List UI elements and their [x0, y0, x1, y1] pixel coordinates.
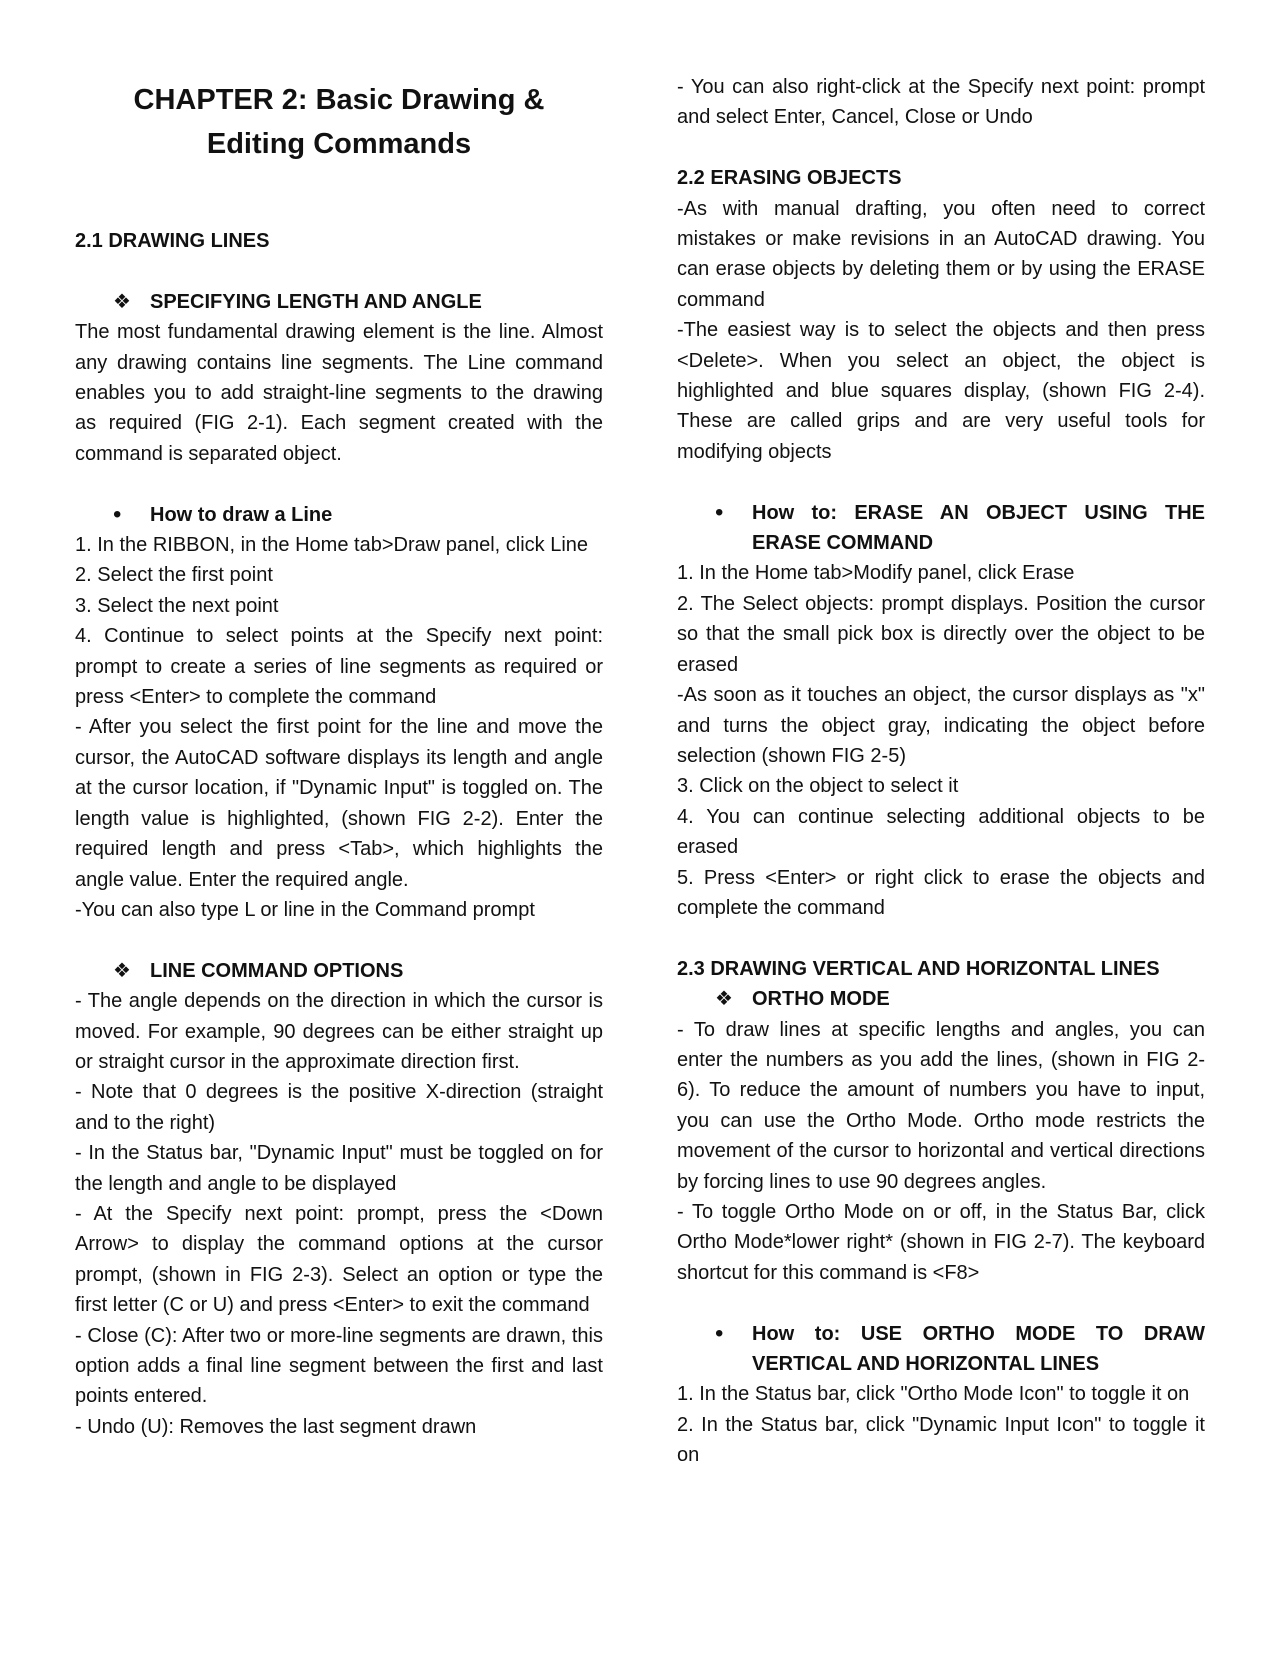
list-item: 4. You can continue selecting additional objects to be erased: [677, 805, 1205, 859]
right-column: [677, 72, 1205, 1471]
left-column: [75, 72, 603, 1442]
howto-draw-line-heading: • How to draw a Line: [75, 500, 603, 530]
howto-ortho-heading: • How to: USE ORTHO MODE TO DRAW VERTICAL AND HORIZONTAL LINES: [715, 1319, 1205, 1375]
list-item: -You can also type L or line in the Command prompt: [75, 898, 535, 921]
section-2-1-paragraph: The most fundamental drawing element is the line. Almost any drawing contains line segments. The Line command enables you to add straight-line segments to the drawing as required (FIG 2-1). Each segment created with the command is separated object.: [75, 321, 603, 465]
bullet-icon: •: [113, 500, 122, 528]
list-item: 2. The Select objects: prompt displays. Position the cursor so that the small pick box is directly over the object to be erased: [677, 592, 1205, 676]
section-2-1-heading: 2.1 DRAWING LINES: [75, 230, 270, 252]
list-item: 1. In the RIBBON, in the Home tab>Draw panel, click Line: [75, 534, 589, 557]
section-2-2-heading: 2.2 ERASING OBJECTS: [677, 167, 902, 190]
list-item: - Close (C): After two or more-line segments are drawn, this option adds a final line segment between the first and last points entered.: [75, 1324, 603, 1408]
list-item: - The angle depends on the direction in which the cursor is moved. For example, 90 degrees can be either straight up or straight cursor in the approximate direction first.: [75, 990, 603, 1073]
subheading-ortho-mode: ❖ ORTHO MODE: [677, 984, 1205, 1014]
subheading-line-options: ❖ LINE COMMAND OPTIONS: [75, 956, 603, 986]
continued-paragraph: - You can also right-click at the Specify next point: prompt and select Enter, Cancel, Close or Undo: [677, 76, 1205, 129]
list-item: 5. Press <Enter> or right click to erase the objects and complete the command: [677, 866, 1205, 919]
subheading-length-angle: ❖ SPECIFYING LENGTH AND ANGLE: [75, 287, 603, 317]
section-2-3-paragraph: - To draw lines at specific lengths and angles, you can enter the numbers as you add the lines, (shown in FIG 2-6). To reduce the amount of numbers you have to input, you can use the Ortho Mode. Ortho mode restricts the movement of the cursor to horizontal and vertical directions by forcing lines to use 90 degrees angles.: [677, 1018, 1205, 1193]
chapter-title: CHAPTER 2: Basic Drawing & Editing Commands: [133, 84, 545, 160]
list-item: 1. In the Status bar, click "Ortho Mode Icon" to toggle it on: [677, 1383, 1190, 1406]
list-item: 3. Select the next point: [75, 594, 279, 617]
diamond-bullet-icon: ❖: [113, 959, 131, 982]
list-item: 2. In the Status bar, click "Dynamic Input Icon" to toggle it on: [677, 1413, 1205, 1467]
list-item: - Undo (U): Removes the last segment drawn: [75, 1415, 477, 1438]
list-item: 2. Select the first point: [75, 564, 273, 587]
list-item: 1. In the Home tab>Modify panel, click Erase: [677, 562, 1075, 585]
list-item: 3. Click on the object to select it: [677, 775, 959, 798]
list-item: -As soon as it touches an object, the cursor displays as "x" and turns the object gray, indicating the object before selection (shown FIG 2-5): [677, 684, 1205, 767]
list-item: - At the Specify next point: prompt, press the <Down Arrow> to display the command options at the cursor prompt, (shown in FIG 2-3). Select an option or type the first letter (C or U) and press <Enter> to exit the command: [75, 1202, 603, 1317]
bullet-icon: •: [715, 498, 724, 526]
list-item: - In the Status bar, "Dynamic Input" must be toggled on for the length and angle to be displayed: [75, 1142, 603, 1195]
section-2-3-heading: 2.3 DRAWING VERTICAL AND HORIZONTAL LINES: [677, 957, 1160, 980]
list-item: - After you select the first point for the line and move the cursor, the AutoCAD software displays its length and angle at the cursor location, if "Dynamic Input" is toggled on. The length value is highlighted, (shown FIG 2-2). Enter the required length and press <Tab>, which highlights the angle value. Enter the required angle.: [75, 716, 603, 891]
list-item: - Note that 0 degrees is the positive X-direction (straight and to the right): [75, 1081, 603, 1134]
diamond-bullet-icon: ❖: [715, 988, 733, 1011]
bullet-icon: •: [715, 1319, 724, 1347]
diamond-bullet-icon: ❖: [113, 290, 131, 313]
section-2-2-paragraph: -The easiest way is to select the objects and then press <Delete>. When you select an object, the object is highlighted and blue squares display, (shown FIG 2-4). These are called grips and are very useful tools for modifying objects: [677, 319, 1205, 463]
list-item: 4. Continue to select points at the Specify next point: prompt to create a series of line segments as required or press <Enter> to complete the command: [75, 625, 603, 709]
howto-erase-heading: • How to: ERASE AN OBJECT USING THE ERASE COMMAND: [715, 498, 1205, 555]
section-2-3-paragraph: - To toggle Ortho Mode on or off, in the Status Bar, click Ortho Mode*lower right* (shown in FIG 2-7). The keyboard shortcut for this command is <F8>: [677, 1200, 1205, 1284]
section-2-2-paragraph: -As with manual drafting, you often need to correct mistakes or make revisions in an AutoCAD drawing. You can erase objects by deleting them or by using the ERASE command: [677, 197, 1205, 311]
